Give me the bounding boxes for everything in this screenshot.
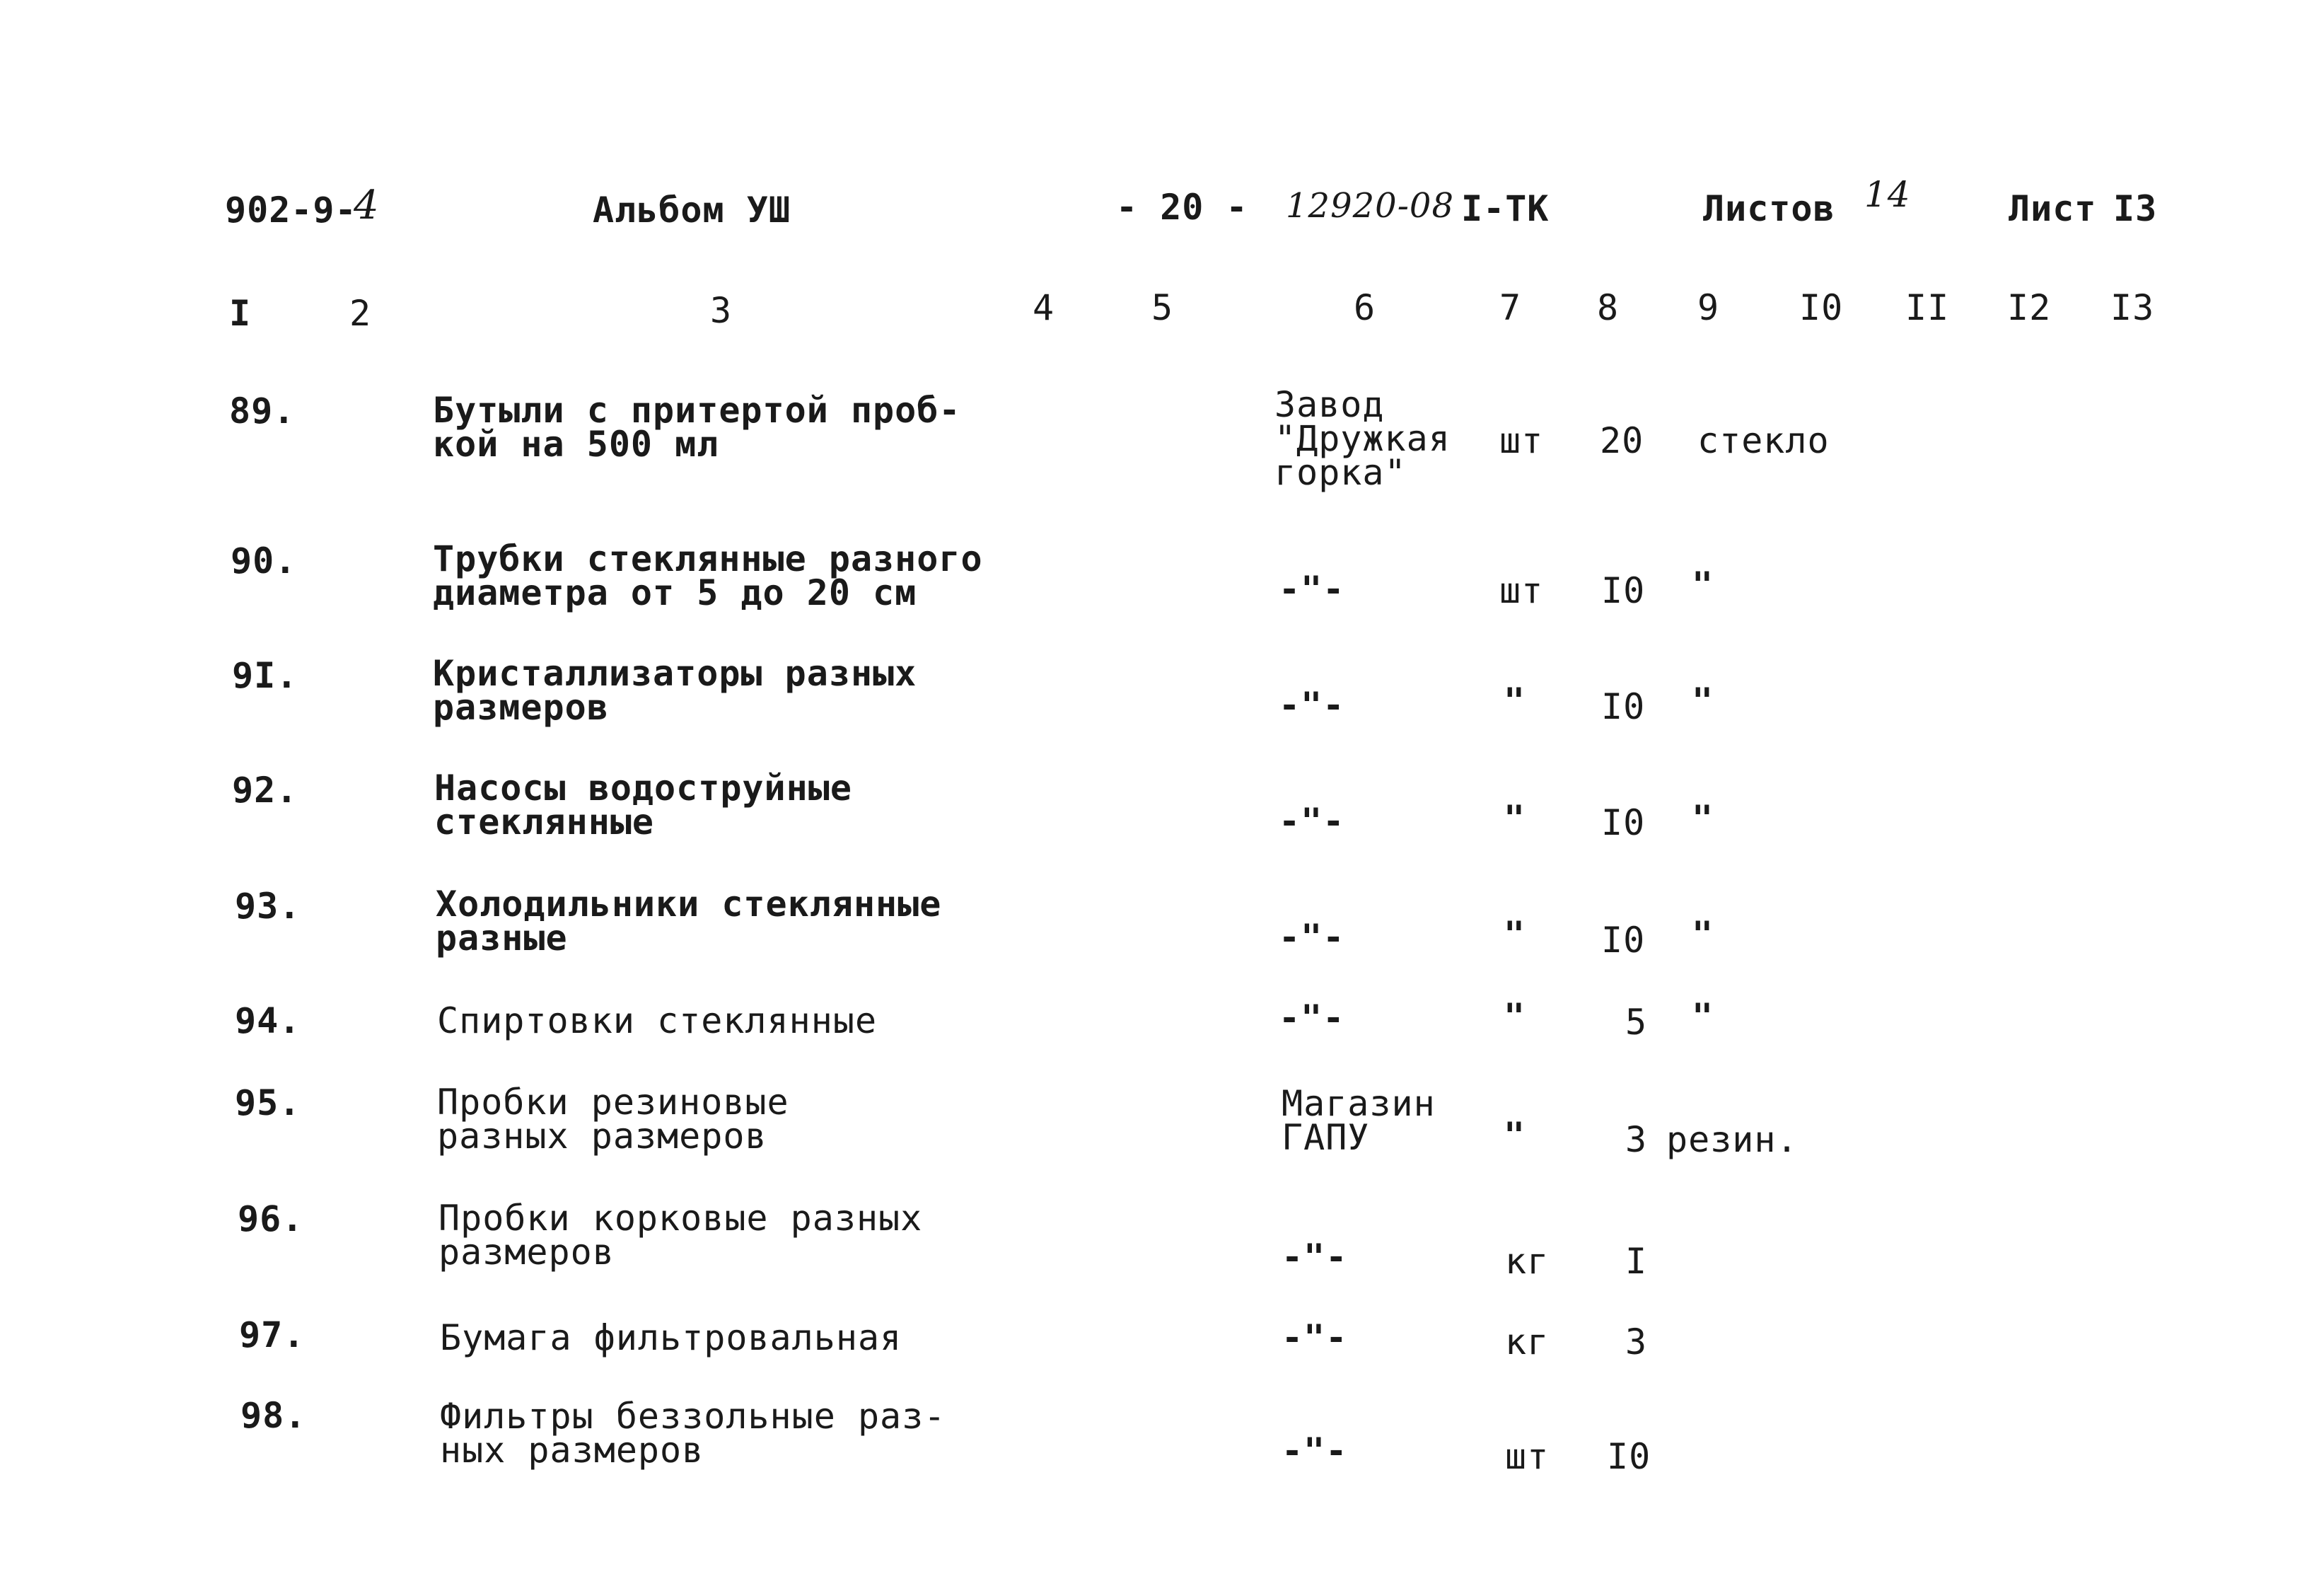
unit: кг <box>1505 1241 1550 1282</box>
column-number: 9 <box>1697 287 1720 328</box>
material: " <box>1692 996 1714 1037</box>
row-number: 96. <box>238 1198 304 1239</box>
material: " <box>1692 565 1714 606</box>
supplier: -"- <box>1282 1430 1348 1471</box>
row-number: 9I. <box>232 655 298 696</box>
column-number: 4 <box>1033 287 1055 328</box>
column-number: 2 <box>349 293 372 334</box>
sheets-count-handwritten: 14 <box>1864 174 1911 215</box>
item-name: Трубки стеклянные разного диаметра от 5 до 20 см <box>433 538 983 613</box>
unit: " <box>1504 996 1526 1037</box>
row-number: 89. <box>229 390 296 432</box>
project-code-handwritten: 4 <box>354 183 380 228</box>
supplier: -"- <box>1279 917 1345 958</box>
row-number: 92. <box>232 770 298 811</box>
document-suffix: I-ТК <box>1461 188 1550 229</box>
material: " <box>1692 681 1714 722</box>
column-number: I <box>229 293 252 334</box>
item-name: Кристаллизаторы разных размеров <box>433 653 917 728</box>
supplier: -"- <box>1282 1317 1348 1358</box>
row-number: 98. <box>240 1395 307 1436</box>
row-number: 94. <box>235 1000 301 1041</box>
item-name: Холодильники стеклянные разные <box>436 884 942 959</box>
quantity: 3 <box>1625 1321 1648 1362</box>
item-name: Пробки резиновые разных размеров <box>437 1082 789 1157</box>
unit: шт <box>1499 420 1544 461</box>
quantity: 20 <box>1600 420 1644 461</box>
supplier: -"- <box>1279 685 1345 726</box>
material: " <box>1692 798 1714 839</box>
item-name: Фильтры беззольные раз- ных размеров <box>440 1396 946 1471</box>
unit: шт <box>1505 1436 1550 1477</box>
material: резин. <box>1666 1119 1799 1160</box>
supplier: -"- <box>1279 569 1345 610</box>
supplier: -"- <box>1282 1237 1348 1278</box>
document-number-handwritten: 12920-08 <box>1286 186 1454 226</box>
row-number: 97. <box>239 1314 306 1355</box>
column-number: 7 <box>1499 287 1522 328</box>
row-number: 93. <box>235 886 301 927</box>
project-code: 902-9- <box>225 190 357 231</box>
quantity: I0 <box>1601 920 1646 961</box>
column-number: I0 <box>1799 287 1844 328</box>
item-name: Пробки корковые разных размеров <box>438 1198 923 1273</box>
sheets-label: Листов <box>1703 188 1835 229</box>
quantity: 5 <box>1625 1002 1648 1043</box>
material: стекло <box>1697 420 1830 461</box>
unit: кг <box>1505 1321 1550 1362</box>
sheet-number: I3 <box>2113 188 2158 229</box>
column-number: I2 <box>2007 287 2052 328</box>
page-number: - 20 - <box>1116 187 1248 228</box>
supplier: Магазин ГАПУ <box>1282 1083 1436 1158</box>
row-number: 95. <box>235 1082 301 1123</box>
quantity: 3 <box>1625 1119 1648 1160</box>
supplier: -"- <box>1279 997 1345 1038</box>
supplier: -"- <box>1279 801 1345 842</box>
column-number: I3 <box>2110 287 2155 328</box>
quantity: I0 <box>1607 1436 1651 1477</box>
quantity: I0 <box>1601 570 1646 611</box>
column-number: 6 <box>1354 287 1376 328</box>
material: " <box>1692 914 1714 955</box>
quantity: I0 <box>1601 802 1646 843</box>
item-name: Бутыли с притертой проб- кой на 500 мл <box>433 390 961 465</box>
item-name: Насосы водоструйные стеклянные <box>434 768 852 843</box>
quantity: I0 <box>1601 686 1646 727</box>
quantity: I <box>1625 1241 1648 1282</box>
unit: " <box>1504 914 1526 955</box>
sheet-label: Лист <box>2009 188 2097 229</box>
unit: шт <box>1499 570 1544 611</box>
item-name: Спиртовки стеклянные <box>437 1000 878 1041</box>
album-title: Альбом УШ <box>593 190 791 231</box>
column-number: II <box>1905 287 1950 328</box>
unit: " <box>1504 1115 1526 1156</box>
column-number: 5 <box>1151 287 1174 328</box>
column-number: 8 <box>1597 287 1620 328</box>
supplier: Завод "Дружкая горка" <box>1274 384 1451 493</box>
item-name: Бумага фильтровальная <box>440 1317 902 1358</box>
row-number: 90. <box>231 540 297 581</box>
unit: " <box>1504 681 1526 722</box>
column-number: 3 <box>710 290 733 331</box>
unit: " <box>1504 798 1526 839</box>
